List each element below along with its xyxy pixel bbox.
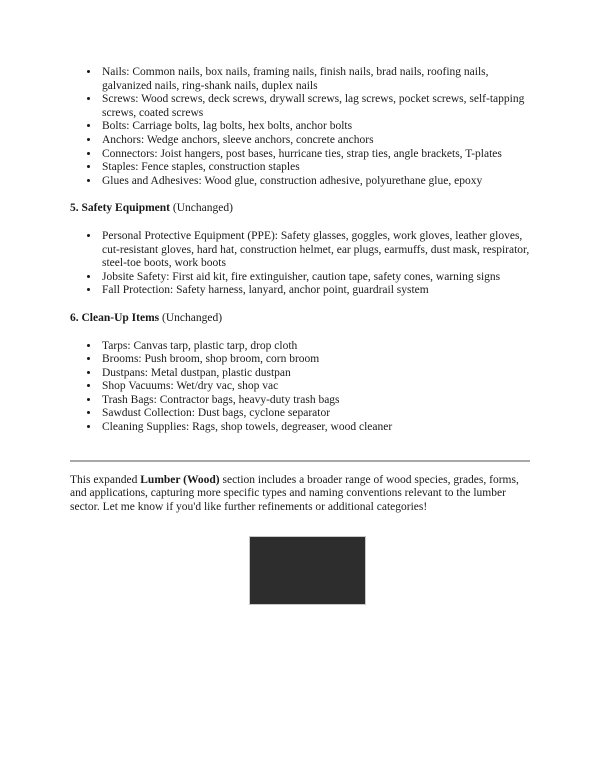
hardware-list <box>70 66 530 188</box>
safety-equipment-list <box>70 230 530 298</box>
list-item-bolts: • Bolts: Carriage bolts, lag bolts, hex bolts, anchor bolts <box>100 120 530 134</box>
section-heading-note: (Unchanged) <box>159 311 223 324</box>
list-item-ppe: • Personal Protective Equipment (PPE): Safety glasses, goggles, work gloves, leather gloves, cut-resistant gloves, hard hat, construction helmet, ear plugs, earmuffs, dust mask, respirator, steel-toe boots, work boots <box>100 230 530 271</box>
closing-bold-term: Lumber (Wood) <box>140 473 220 486</box>
list-item-sawdust-collection: • Sawdust Collection: Dust bags, cyclone separator <box>100 407 530 421</box>
section-divider <box>70 460 530 462</box>
cleanup-items-list <box>70 340 530 435</box>
list-item-shop-vacuums: • Shop Vacuums: Wet/dry vac, shop vac <box>100 380 530 394</box>
section-heading-safety-equipment <box>70 202 530 216</box>
list-item-anchors: • Anchors: Wedge anchors, sleeve anchors, concrete anchors <box>100 134 530 148</box>
list-item-brooms: • Brooms: Push broom, shop broom, corn broom <box>100 353 530 367</box>
list-item-staples: • Staples: Fence staples, construction staples <box>100 161 530 175</box>
list-item-cleaning-supplies: • Cleaning Supplies: Rags, shop towels, degreaser, wood cleaner <box>100 421 530 435</box>
section-heading-title: 6. Clean-Up Items <box>70 311 160 324</box>
closing-paragraph <box>70 474 530 515</box>
embedded-image-placeholder <box>249 536 366 605</box>
list-item-nails: • Nails: Common nails, box nails, framing nails, finish nails, brad nails, roofing nails, galvanized nails, ring-shank nails, duplex nails <box>100 66 530 93</box>
closing-text-before: This expanded <box>70 473 141 486</box>
list-item-screws: • Screws: Wood screws, deck screws, drywall screws, lag screws, pocket screws, self-tapping screws, coated screws <box>100 93 530 120</box>
list-item-jobsite-safety: • Jobsite Safety: First aid kit, fire extinguisher, caution tape, safety cones, warning signs <box>100 271 530 285</box>
section-heading-note: (Unchanged) <box>170 202 233 215</box>
section-heading-cleanup-items <box>70 312 530 326</box>
list-item-connectors: • Connectors: Joist hangers, post bases, hurricane ties, strap ties, angle brackets, T-plates <box>100 148 530 162</box>
list-item-trash-bags: • Trash Bags: Contractor bags, heavy-duty trash bags <box>100 394 530 408</box>
list-item-dustpans: • Dustpans: Metal dustpan, plastic dustpan <box>100 367 530 381</box>
list-item-fall-protection: • Fall Protection: Safety harness, lanyard, anchor point, guardrail system <box>100 284 530 298</box>
section-heading-title: 5. Safety Equipment <box>70 202 170 215</box>
list-item-glues: • Glues and Adhesives: Wood glue, construction adhesive, polyurethane glue, epoxy <box>100 175 530 189</box>
list-item-tarps: • Tarps: Canvas tarp, plastic tarp, drop cloth <box>100 340 530 354</box>
closing-text-after: section includes a broader range of wood species, grades, forms, and applications, capturing more specific types and naming conventions relevant to the lumber sector. Let me know if you'd like further refinements or additional categories! <box>70 473 519 513</box>
